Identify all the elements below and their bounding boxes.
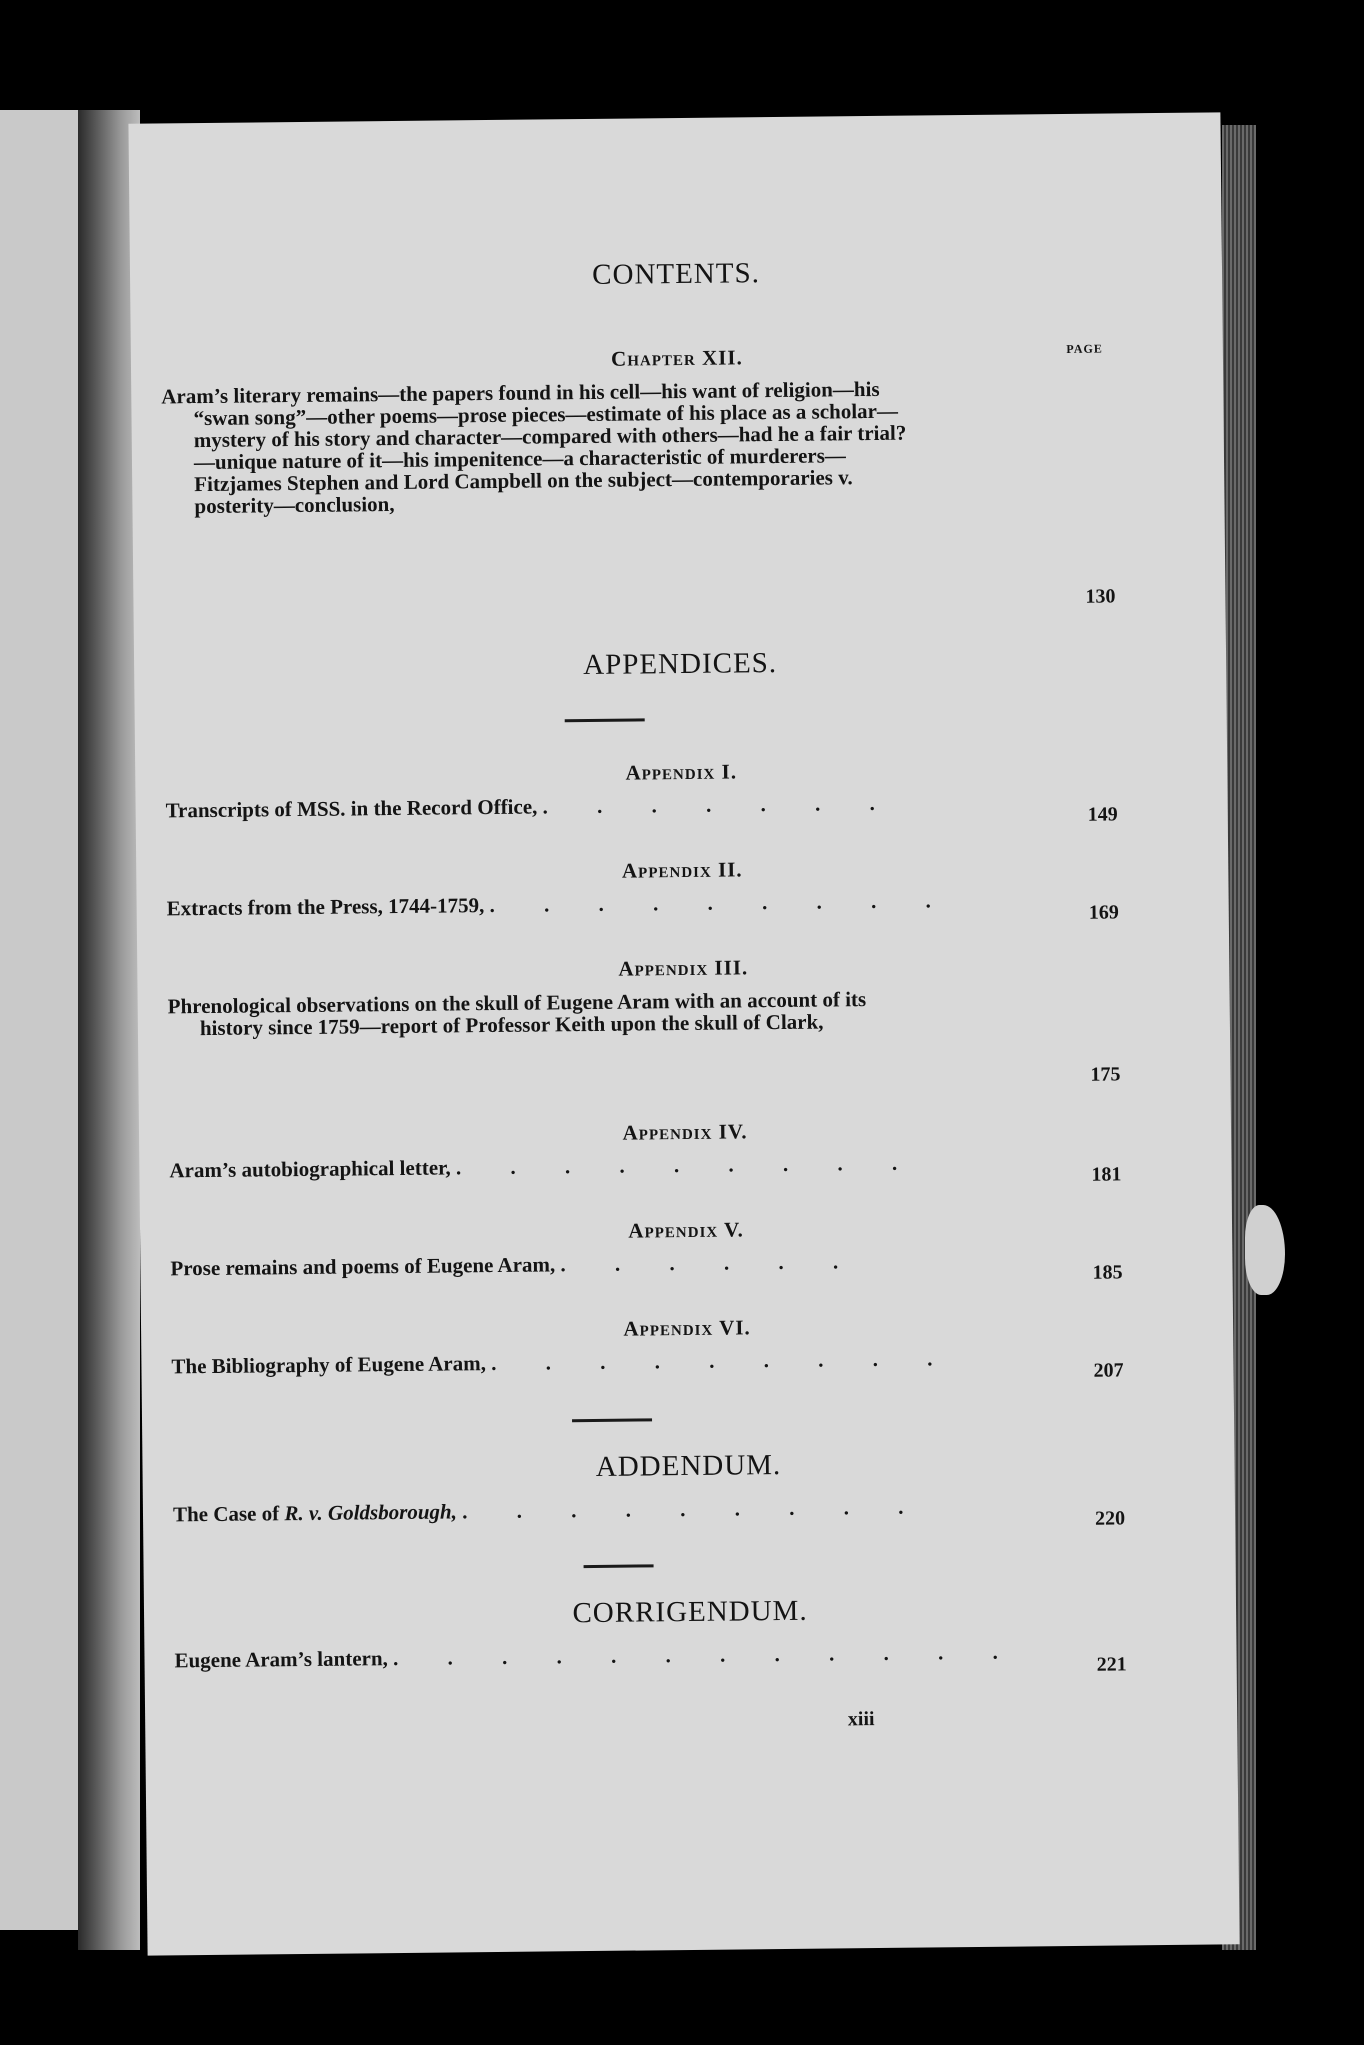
chapter-label: Chapter XII. (610, 345, 743, 371)
appendix-entry (170, 1247, 1125, 1279)
appendix-label: Appendix VI. (623, 1315, 751, 1341)
addendum-title: ADDENDUM. (595, 1449, 782, 1483)
dot-leaders: . . . . . . . . . (489, 888, 953, 918)
dot-leaders: . . . . . . . . . . . . (392, 1639, 1020, 1671)
torn-edge (1245, 1205, 1285, 1295)
corrigendum-text: Eugene Aram’s lantern, (174, 1646, 388, 1673)
appendix-title: The Bibliography of Eugene Aram, (171, 1351, 487, 1379)
corrigendum-title: CORRIGENDUM. (572, 1594, 808, 1630)
dot-leaders: . . . . . . . . . (462, 1494, 926, 1524)
chapter-page-number: 130 (1085, 585, 1116, 608)
corrigendum-page-number: 221 (1096, 1653, 1127, 1676)
page-folio: xiii (847, 1708, 875, 1731)
dot-leaders: . . . . . . (560, 1249, 861, 1277)
appendix-page-number: 207 (1093, 1359, 1124, 1382)
addendum-case-name: R. v. Goldsborough, (284, 1499, 458, 1526)
appendix-title: Phrenological observations on the skull of Eugene Aram with an account of its history since 1759—report of Professor Keith upon the skull of Clark, (167, 987, 867, 1041)
appendices-title: APPENDICES. (583, 647, 778, 682)
chapter-entry (161, 375, 1117, 517)
appendix-page-number: 169 (1088, 901, 1119, 924)
section-rule (572, 1418, 652, 1422)
section-rule (584, 1564, 654, 1568)
appendix-title: Extracts from the Press, 1744-1759, (166, 893, 485, 921)
appendix-entry (169, 1149, 1124, 1181)
book-page (128, 112, 1239, 1955)
appendix-label: Appendix I. (625, 759, 738, 785)
dot-leaders: . . . . . . . . . (491, 1346, 955, 1376)
section-rule (565, 718, 645, 722)
appendix-entry (166, 789, 1121, 821)
addendum-text-prefix: The Case of (172, 1501, 285, 1527)
page-column-label: PAGE (1066, 341, 1103, 356)
appendix-entry (171, 1345, 1126, 1377)
appendix-page-number: 181 (1091, 1163, 1122, 1186)
addendum-page-number: 220 (1094, 1507, 1126, 1530)
appendix-label: Appendix III. (618, 955, 749, 981)
appendix-entry (168, 985, 1123, 1039)
facing-page-edge (0, 110, 80, 1930)
page-content (128, 112, 1239, 1955)
chapter-description: Aram’s literary remains—the papers found in his cell—his want of religion—his “swan song”—other poems—prose pieces—estimate of his place as a scholar—mystery of his story and character—compared with others—had he a fair trial?—unique nature of it—his impenitence—a characteristic of murderers—Fitzjames Stephen and Lord Campbell on the subject—contemporaries v. posterity—conclusion, (161, 376, 907, 519)
appendix-label: Appendix IV. (622, 1119, 748, 1145)
appendix-title: Aram’s autobiographical letter, (169, 1155, 451, 1183)
addendum-entry (173, 1493, 1128, 1525)
appendix-page-number: 149 (1087, 803, 1118, 826)
appendix-page-number: 175 (1090, 1063, 1121, 1086)
contents-title: CONTENTS. (592, 257, 761, 291)
appendix-label: Appendix V. (628, 1217, 744, 1243)
dot-leaders: . . . . . . . . . (455, 1150, 920, 1180)
appendix-entry (167, 887, 1122, 919)
dot-leaders: . . . . . . . (542, 790, 897, 819)
appendix-page-number: 185 (1092, 1261, 1123, 1284)
appendix-title: Prose remains and poems of Eugene Aram, (170, 1252, 556, 1281)
appendix-title: Transcripts of MSS. in the Record Office, (165, 794, 538, 823)
appendix-label: Appendix II. (621, 857, 743, 883)
corrigendum-entry (174, 1639, 1129, 1671)
